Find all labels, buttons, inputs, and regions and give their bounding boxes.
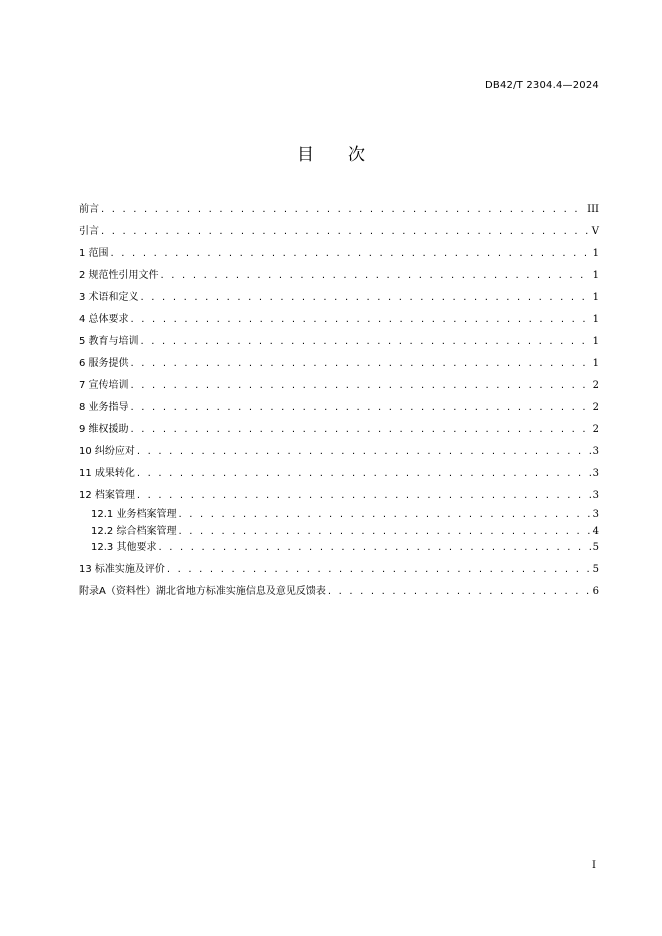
toc-entry-label: 5 教育与培训 <box>79 336 139 347</box>
toc-dot-leader <box>141 331 591 353</box>
toc-entry-label: 3 术语和定义 <box>79 292 139 303</box>
toc-entry[interactable] <box>79 581 599 603</box>
toc-entry-label: 13 标准实施及评价 <box>79 563 165 575</box>
toc-dot-leader <box>131 353 591 375</box>
toc-entry[interactable] <box>79 309 599 331</box>
toc-dot-leader <box>178 507 590 524</box>
toc-dot-leader <box>101 221 590 243</box>
table-of-contents <box>79 199 599 603</box>
toc-dot-leader <box>161 265 591 287</box>
toc-dot-leader <box>137 463 591 485</box>
toc-entry-label: 11 成果转化 <box>79 468 135 479</box>
toc-entry-page: 3 <box>592 468 599 479</box>
toc-entry[interactable] <box>79 221 599 243</box>
toc-entry[interactable] <box>79 331 599 353</box>
toc-entry-label: 10 纠纷应对 <box>79 446 135 457</box>
toc-entry[interactable] <box>79 265 599 287</box>
toc-entry-page: 5 <box>592 542 599 553</box>
toc-dot-leader <box>131 309 591 331</box>
toc-dot-leader <box>158 540 590 557</box>
toc-dot-leader <box>111 243 591 265</box>
toc-entry-page: 1 <box>592 270 599 281</box>
toc-entry-label: 2 规范性引用文件 <box>79 270 159 281</box>
page-number: I <box>592 860 596 871</box>
toc-entry-label: 附录A（资料性）湖北省地方标准实施信息及意见反馈表 <box>79 585 326 597</box>
toc-entry-page: V <box>591 226 599 237</box>
document-code: DB42/T 2304.4—2024 <box>485 80 599 91</box>
toc-entry[interactable] <box>79 397 599 419</box>
toc-entry-page: 2 <box>592 424 599 435</box>
toc-entry-label: 7 宣传培训 <box>79 380 129 391</box>
toc-dot-leader <box>137 485 591 507</box>
toc-entry[interactable] <box>79 353 599 375</box>
toc-entry-label: 9 维权援助 <box>79 424 129 435</box>
toc-entry-label: 12.3 其他要求 <box>91 542 157 553</box>
toc-dot-leader <box>131 419 591 441</box>
toc-dot-leader <box>137 441 591 463</box>
toc-entry[interactable] <box>79 375 599 397</box>
toc-entry-label: 引言 <box>79 226 99 237</box>
toc-entry-label: 12 档案管理 <box>79 490 135 501</box>
toc-entry-page: 5 <box>592 563 599 575</box>
toc-entry-label: 6 服务提供 <box>79 358 129 369</box>
toc-entry-label: 8 业务指导 <box>79 402 129 413</box>
toc-dot-leader <box>131 397 591 419</box>
toc-entry-label: 4 总体要求 <box>79 314 129 325</box>
toc-entry[interactable] <box>79 524 599 541</box>
page-title: 目次 <box>297 145 399 165</box>
toc-entry[interactable] <box>79 419 599 441</box>
toc-entry-label: 前言 <box>79 204 99 215</box>
toc-entry-page: 3 <box>592 509 599 520</box>
toc-entry-label: 1 范围 <box>79 248 109 259</box>
toc-entry[interactable] <box>79 243 599 265</box>
toc-entry[interactable] <box>79 441 599 463</box>
toc-entry[interactable] <box>79 507 599 524</box>
toc-dot-leader <box>328 581 591 603</box>
toc-entry-page: 1 <box>592 292 599 303</box>
toc-dot-leader <box>101 199 585 221</box>
toc-entry-page: 4 <box>592 525 599 537</box>
toc-entry[interactable] <box>79 540 599 557</box>
toc-entry-label: 12.2 综合档案管理 <box>91 525 177 537</box>
toc-entry-page: 3 <box>592 490 599 501</box>
toc-entry-page: 1 <box>592 358 599 369</box>
toc-entry-page: 3 <box>592 446 599 457</box>
toc-dot-leader <box>141 287 591 309</box>
toc-dot-leader <box>131 375 591 397</box>
toc-dot-leader <box>178 524 590 541</box>
toc-entry[interactable] <box>79 463 599 485</box>
toc-entry[interactable] <box>79 559 599 581</box>
toc-dot-leader <box>167 559 591 581</box>
toc-entry[interactable] <box>79 485 599 507</box>
toc-entry-page: 2 <box>592 380 599 391</box>
toc-entry-page: 1 <box>592 314 599 325</box>
toc-entry-page: 2 <box>592 402 599 413</box>
toc-entry-page: 1 <box>592 248 599 259</box>
toc-entry-page: 1 <box>592 336 599 347</box>
toc-entry-page: III <box>587 204 599 215</box>
toc-entry[interactable] <box>79 199 599 221</box>
toc-entry-label: 12.1 业务档案管理 <box>91 509 177 520</box>
toc-entry-page: 6 <box>592 585 599 597</box>
toc-entry[interactable] <box>79 287 599 309</box>
